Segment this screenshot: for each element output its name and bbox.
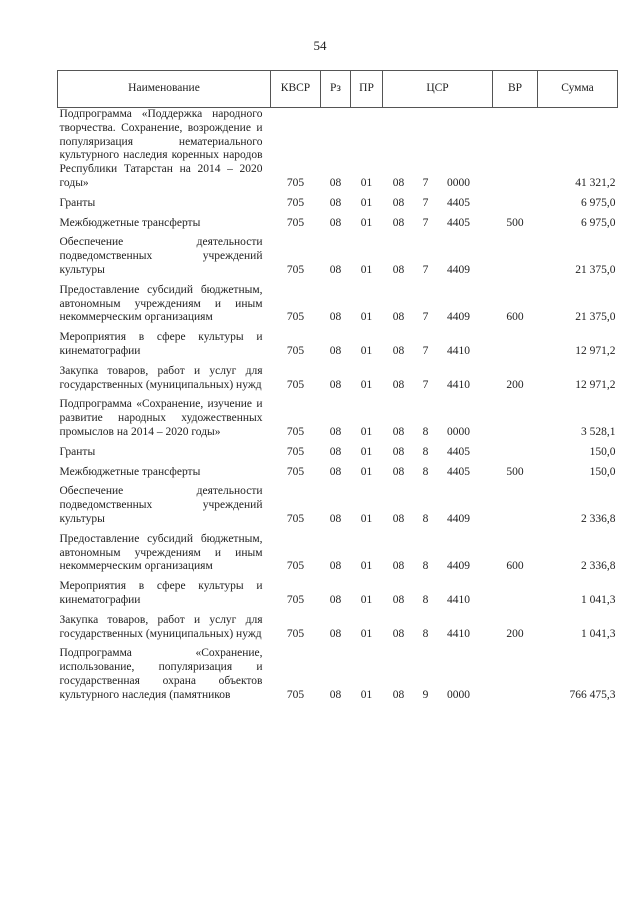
row-sum: 6 975,0 — [581, 216, 616, 229]
row-csr-part2: 9 — [422, 688, 429, 701]
row-csr — [383, 533, 493, 580]
table-row — [58, 647, 618, 708]
row-vr — [493, 236, 538, 283]
row-kvsr: 705 — [286, 627, 305, 640]
row-rz: 08 — [329, 465, 342, 478]
header-rz: Рз — [321, 71, 351, 108]
row-csr — [383, 647, 493, 708]
row-csr-part1: 08 — [392, 378, 405, 391]
row-sum: 2 336,8 — [581, 560, 616, 573]
row-csr — [383, 580, 493, 614]
row-csr-part1: 08 — [392, 344, 405, 357]
row-csr — [383, 108, 493, 197]
row-csr-part3: 4409 — [447, 263, 470, 276]
row-rz: 08 — [329, 311, 342, 324]
row-name: Обеспечение деятельности подведомственных учреждений культуры — [59, 485, 263, 525]
row-name: Закупка товаров, работ и услуг для государственных (муниципальных) нужд — [59, 364, 263, 391]
row-csr-part3: 4405 — [447, 216, 470, 229]
row-name: Межбюджетные трансферты — [59, 465, 201, 478]
row-sum: 41 321,2 — [575, 176, 616, 189]
table-row — [58, 446, 618, 466]
table-row — [58, 331, 618, 365]
row-csr — [383, 217, 493, 237]
row-csr-part3: 4409 — [447, 560, 470, 573]
row-sum: 2 336,8 — [581, 512, 616, 525]
table-row — [58, 217, 618, 237]
row-csr-part1: 08 — [392, 465, 405, 478]
row-vr: 200 — [506, 378, 524, 391]
row-name: Гранты — [59, 196, 96, 209]
row-rz: 08 — [329, 176, 342, 189]
row-vr — [493, 197, 538, 217]
table-row — [58, 533, 618, 580]
row-rz: 08 — [329, 196, 342, 209]
row-vr — [493, 446, 538, 466]
row-pr: 01 — [360, 311, 373, 324]
header-name: Наименование — [58, 71, 271, 108]
row-rz: 08 — [329, 593, 342, 606]
row-name: Обеспечение деятельности подведомственных учреждений культуры — [59, 236, 263, 276]
header-pr: ПР — [351, 71, 383, 108]
row-csr-part1: 08 — [392, 512, 405, 525]
header-sum: Сумма — [538, 71, 618, 108]
row-csr — [383, 398, 493, 445]
row-kvsr: 705 — [286, 344, 305, 357]
row-rz: 08 — [329, 560, 342, 573]
row-csr-part2: 7 — [422, 216, 429, 229]
row-sum: 21 375,0 — [575, 311, 616, 324]
row-csr-part3: 4409 — [447, 512, 470, 525]
row-csr-part3: 4410 — [447, 593, 470, 606]
header-vr: ВР — [493, 71, 538, 108]
row-kvsr: 705 — [286, 593, 305, 606]
row-csr-part1: 08 — [392, 688, 405, 701]
row-rz: 08 — [329, 263, 342, 276]
row-rz: 08 — [329, 512, 342, 525]
row-pr: 01 — [360, 593, 373, 606]
row-rz: 08 — [329, 445, 342, 458]
row-pr: 01 — [360, 196, 373, 209]
row-csr-part2: 7 — [422, 311, 429, 324]
row-csr-part2: 7 — [422, 176, 429, 189]
row-csr — [383, 485, 493, 532]
row-sum: 1 041,3 — [581, 627, 616, 640]
row-pr: 01 — [360, 627, 373, 640]
row-vr — [493, 108, 538, 197]
row-rz: 08 — [329, 425, 342, 438]
row-csr-part1: 08 — [392, 216, 405, 229]
row-csr-part1: 08 — [392, 176, 405, 189]
row-name: Подпрограмма «Сохранение, использование, популяризация и государственная охрана объектов культурного наследия (памятников — [59, 647, 263, 701]
row-name: Подпрограмма «Поддержка народного творчества. Сохранение, возрождение и популяризация нематериального культурного наследия коренных народов Республики Татарстан на 2014 – 2020 годы» — [59, 108, 263, 189]
row-csr-part2: 7 — [422, 263, 429, 276]
row-csr — [383, 284, 493, 331]
row-csr-part3: 0000 — [447, 176, 470, 189]
table-row — [58, 197, 618, 217]
row-name: Предоставление субсидий бюджетным, автономным учреждениям и иным некоммерческим организациям — [59, 532, 263, 573]
row-kvsr: 705 — [286, 445, 305, 458]
row-kvsr: 705 — [286, 512, 305, 525]
row-name: Закупка товаров, работ и услуг для государственных (муниципальных) нужд — [59, 613, 263, 640]
table-row — [58, 236, 618, 283]
row-csr-part2: 8 — [422, 425, 429, 438]
table-row — [58, 284, 618, 331]
row-name: Гранты — [59, 445, 96, 458]
row-csr-part2: 8 — [422, 465, 429, 478]
row-csr-part2: 8 — [422, 512, 429, 525]
row-kvsr: 705 — [286, 176, 305, 189]
row-csr — [383, 365, 493, 399]
row-pr: 01 — [360, 263, 373, 276]
row-name: Мероприятия в сфере культуры и кинематографии — [59, 331, 263, 357]
row-csr-part1: 08 — [392, 263, 405, 276]
row-sum: 1 041,3 — [581, 593, 616, 606]
row-kvsr: 705 — [286, 216, 305, 229]
page-number: 54 — [313, 38, 327, 53]
row-csr-part1: 08 — [392, 627, 405, 640]
row-csr-part2: 8 — [422, 627, 429, 640]
row-csr-part1: 08 — [392, 311, 405, 324]
row-kvsr: 705 — [286, 196, 305, 209]
row-csr-part3: 4410 — [447, 627, 470, 640]
row-kvsr: 705 — [286, 688, 305, 701]
row-csr-part1: 08 — [392, 425, 405, 438]
row-csr-part1: 08 — [392, 593, 405, 606]
row-pr: 01 — [360, 560, 373, 573]
row-csr-part3: 4405 — [447, 445, 470, 458]
row-sum: 766 475,3 — [569, 688, 616, 701]
row-vr: 500 — [506, 465, 524, 478]
table-row — [58, 580, 618, 614]
row-csr — [383, 446, 493, 466]
row-csr-part3: 4410 — [447, 378, 470, 391]
row-vr — [493, 331, 538, 365]
row-sum: 12 971,2 — [575, 378, 616, 391]
row-csr-part2: 8 — [422, 593, 429, 606]
row-rz: 08 — [329, 688, 342, 701]
row-csr-part1: 08 — [392, 196, 405, 209]
row-vr: 200 — [506, 627, 524, 640]
row-vr: 600 — [506, 311, 524, 324]
row-name: Мероприятия в сфере культуры и кинематографии — [59, 580, 263, 606]
row-csr — [383, 331, 493, 365]
row-kvsr: 705 — [286, 263, 305, 276]
row-csr-part2: 8 — [422, 560, 429, 573]
row-csr — [383, 197, 493, 217]
header-kvsr: КВСР — [271, 71, 321, 108]
row-sum: 3 528,1 — [581, 425, 616, 438]
row-csr-part3: 4409 — [447, 311, 470, 324]
row-pr: 01 — [360, 176, 373, 189]
row-name: Межбюджетные трансферты — [59, 216, 201, 229]
row-rz: 08 — [329, 216, 342, 229]
row-pr: 01 — [360, 512, 373, 525]
row-rz: 08 — [329, 378, 342, 391]
row-pr: 01 — [360, 688, 373, 701]
row-sum: 150,0 — [589, 445, 616, 458]
row-vr: 600 — [506, 560, 524, 573]
row-csr-part3: 4410 — [447, 344, 470, 357]
row-sum: 12 971,2 — [575, 344, 616, 357]
table-row — [58, 466, 618, 486]
row-csr-part1: 08 — [392, 560, 405, 573]
row-pr: 01 — [360, 378, 373, 391]
table-row — [58, 398, 618, 445]
table-row — [58, 485, 618, 532]
row-kvsr: 705 — [286, 311, 305, 324]
row-rz: 08 — [329, 344, 342, 357]
row-kvsr: 705 — [286, 560, 305, 573]
row-csr-part2: 7 — [422, 344, 429, 357]
row-csr-part2: 7 — [422, 378, 429, 391]
row-csr-part2: 8 — [422, 445, 429, 458]
row-name: Подпрограмма «Сохранение, изучение и развитие народных художественных промыслов на 2014 – 2020 годы» — [59, 398, 263, 438]
table-body — [58, 108, 618, 709]
row-pr: 01 — [360, 425, 373, 438]
row-pr: 01 — [360, 445, 373, 458]
row-sum: 150,0 — [589, 465, 616, 478]
row-kvsr: 705 — [286, 465, 305, 478]
row-pr: 01 — [360, 344, 373, 357]
row-pr: 01 — [360, 216, 373, 229]
table-row — [58, 108, 618, 197]
row-vr — [493, 580, 538, 614]
row-csr-part3: 0000 — [447, 425, 470, 438]
row-kvsr: 705 — [286, 425, 305, 438]
header-csr: ЦСР — [383, 71, 493, 108]
row-csr-part3: 4405 — [447, 465, 470, 478]
budget-table — [57, 70, 618, 708]
row-vr — [493, 647, 538, 708]
row-csr-part3: 0000 — [447, 688, 470, 701]
row-csr-part1: 08 — [392, 445, 405, 458]
table-row — [58, 365, 618, 399]
row-csr — [383, 614, 493, 648]
row-kvsr: 705 — [286, 378, 305, 391]
row-rz: 08 — [329, 627, 342, 640]
row-vr — [493, 485, 538, 532]
row-sum: 21 375,0 — [575, 263, 616, 276]
row-name: Предоставление субсидий бюджетным, автономным учреждениям и иным некоммерческим организациям — [59, 283, 263, 324]
row-csr — [383, 466, 493, 486]
row-csr-part2: 7 — [422, 196, 429, 209]
row-pr: 01 — [360, 465, 373, 478]
row-vr — [493, 398, 538, 445]
table-header — [58, 71, 618, 108]
table-row — [58, 614, 618, 648]
row-vr: 500 — [506, 216, 524, 229]
row-csr — [383, 236, 493, 283]
row-sum: 6 975,0 — [581, 196, 616, 209]
row-csr-part3: 4405 — [447, 196, 470, 209]
